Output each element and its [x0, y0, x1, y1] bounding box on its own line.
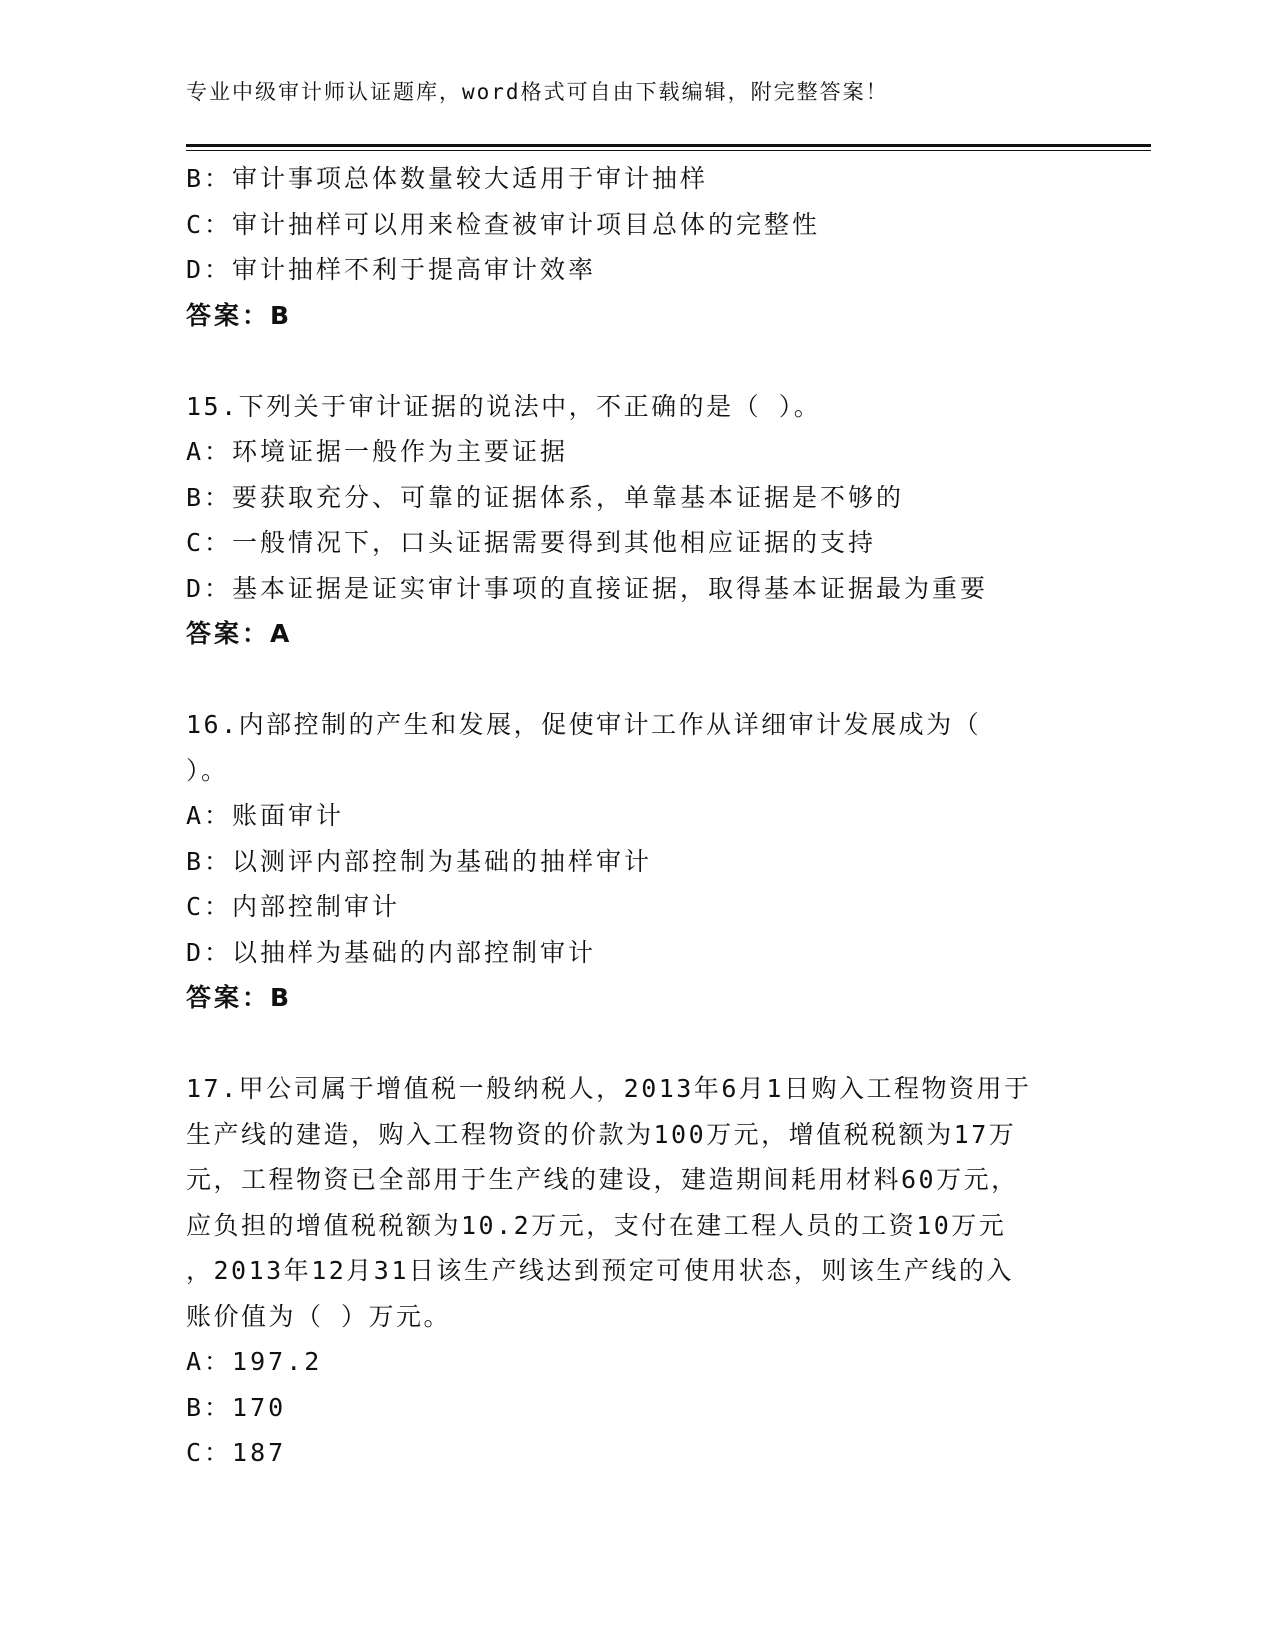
spacer	[186, 1021, 1086, 1067]
question-15-option-b: B：要获取充分、可靠的证据体系，单靠基本证据是不够的	[186, 482, 905, 512]
option-d: D：审计抽样不利于提高审计效率	[186, 255, 597, 284]
page-header: 专业中级审计师认证题库，word格式可自由下载编辑，附完整答案！	[186, 80, 889, 104]
question-16-option-d: D：以抽样为基础的内部控制审计	[186, 937, 597, 967]
question-content	[186, 156, 1086, 1476]
question-15-option-d: D：基本证据是证实审计事项的直接证据，取得基本证据最为重要	[186, 573, 989, 603]
question-16-option-b: B：以测评内部控制为基础的抽样审计	[186, 846, 653, 876]
question-16-option-a: A：账面审计	[186, 801, 345, 830]
question-17-option-a: A：197.2	[186, 1347, 323, 1376]
question-17-stem-line-2: 生产线的建造，购入工程物资的价款为100万元，增值税税额为17万	[186, 1119, 1017, 1149]
question-17-stem-line-4: 应负担的增值税税额为10.2万元，支付在建工程人员的工资10万元	[186, 1210, 1007, 1240]
question-16-stem-line-1: 16.内部控制的产生和发展，促使审计工作从详细审计发展成为（	[186, 710, 982, 739]
header-rule-thick	[186, 144, 1151, 147]
question-17-stem-line-1: 17.甲公司属于增值税一般纳税人，2013年6月1日购入工程物资用于	[186, 1074, 1032, 1103]
question-17-stem-line-6: 账价值为（ ）万元。	[186, 1301, 452, 1331]
question-16-answer: 答案：B	[186, 983, 293, 1012]
answer-label: 答案：B	[186, 300, 293, 330]
question-15-answer: 答案：A	[186, 619, 293, 648]
option-b: B：审计事项总体数量较大适用于审计抽样	[186, 164, 709, 193]
question-17-option-b: B：170	[186, 1392, 287, 1422]
question-16-option-c: C：内部控制审计	[186, 892, 401, 921]
question-15-stem: 15.下列关于审计证据的说法中，不正确的是（ ）。	[186, 391, 822, 421]
header-rule-thin	[186, 150, 1151, 151]
spacer	[186, 338, 1086, 384]
question-17-option-c: C：187	[186, 1438, 287, 1467]
option-c: C：审计抽样可以用来检查被审计项目总体的完整性	[186, 209, 821, 239]
question-15-option-a: A：环境证据一般作为主要证据	[186, 437, 569, 466]
question-17-stem-line-3: 元，工程物资已全部用于生产线的建设，建造期间耗用材料60万元，	[186, 1165, 1019, 1194]
question-15-option-c: C：一般情况下，口头证据需要得到其他相应证据的支持	[186, 528, 877, 557]
spacer	[186, 657, 1086, 703]
question-17-stem-line-5: ，2013年12月31日该生产线达到预定可使用状态，则该生产线的入	[186, 1256, 1014, 1285]
question-16-stem-line-2: ）。	[186, 755, 229, 785]
